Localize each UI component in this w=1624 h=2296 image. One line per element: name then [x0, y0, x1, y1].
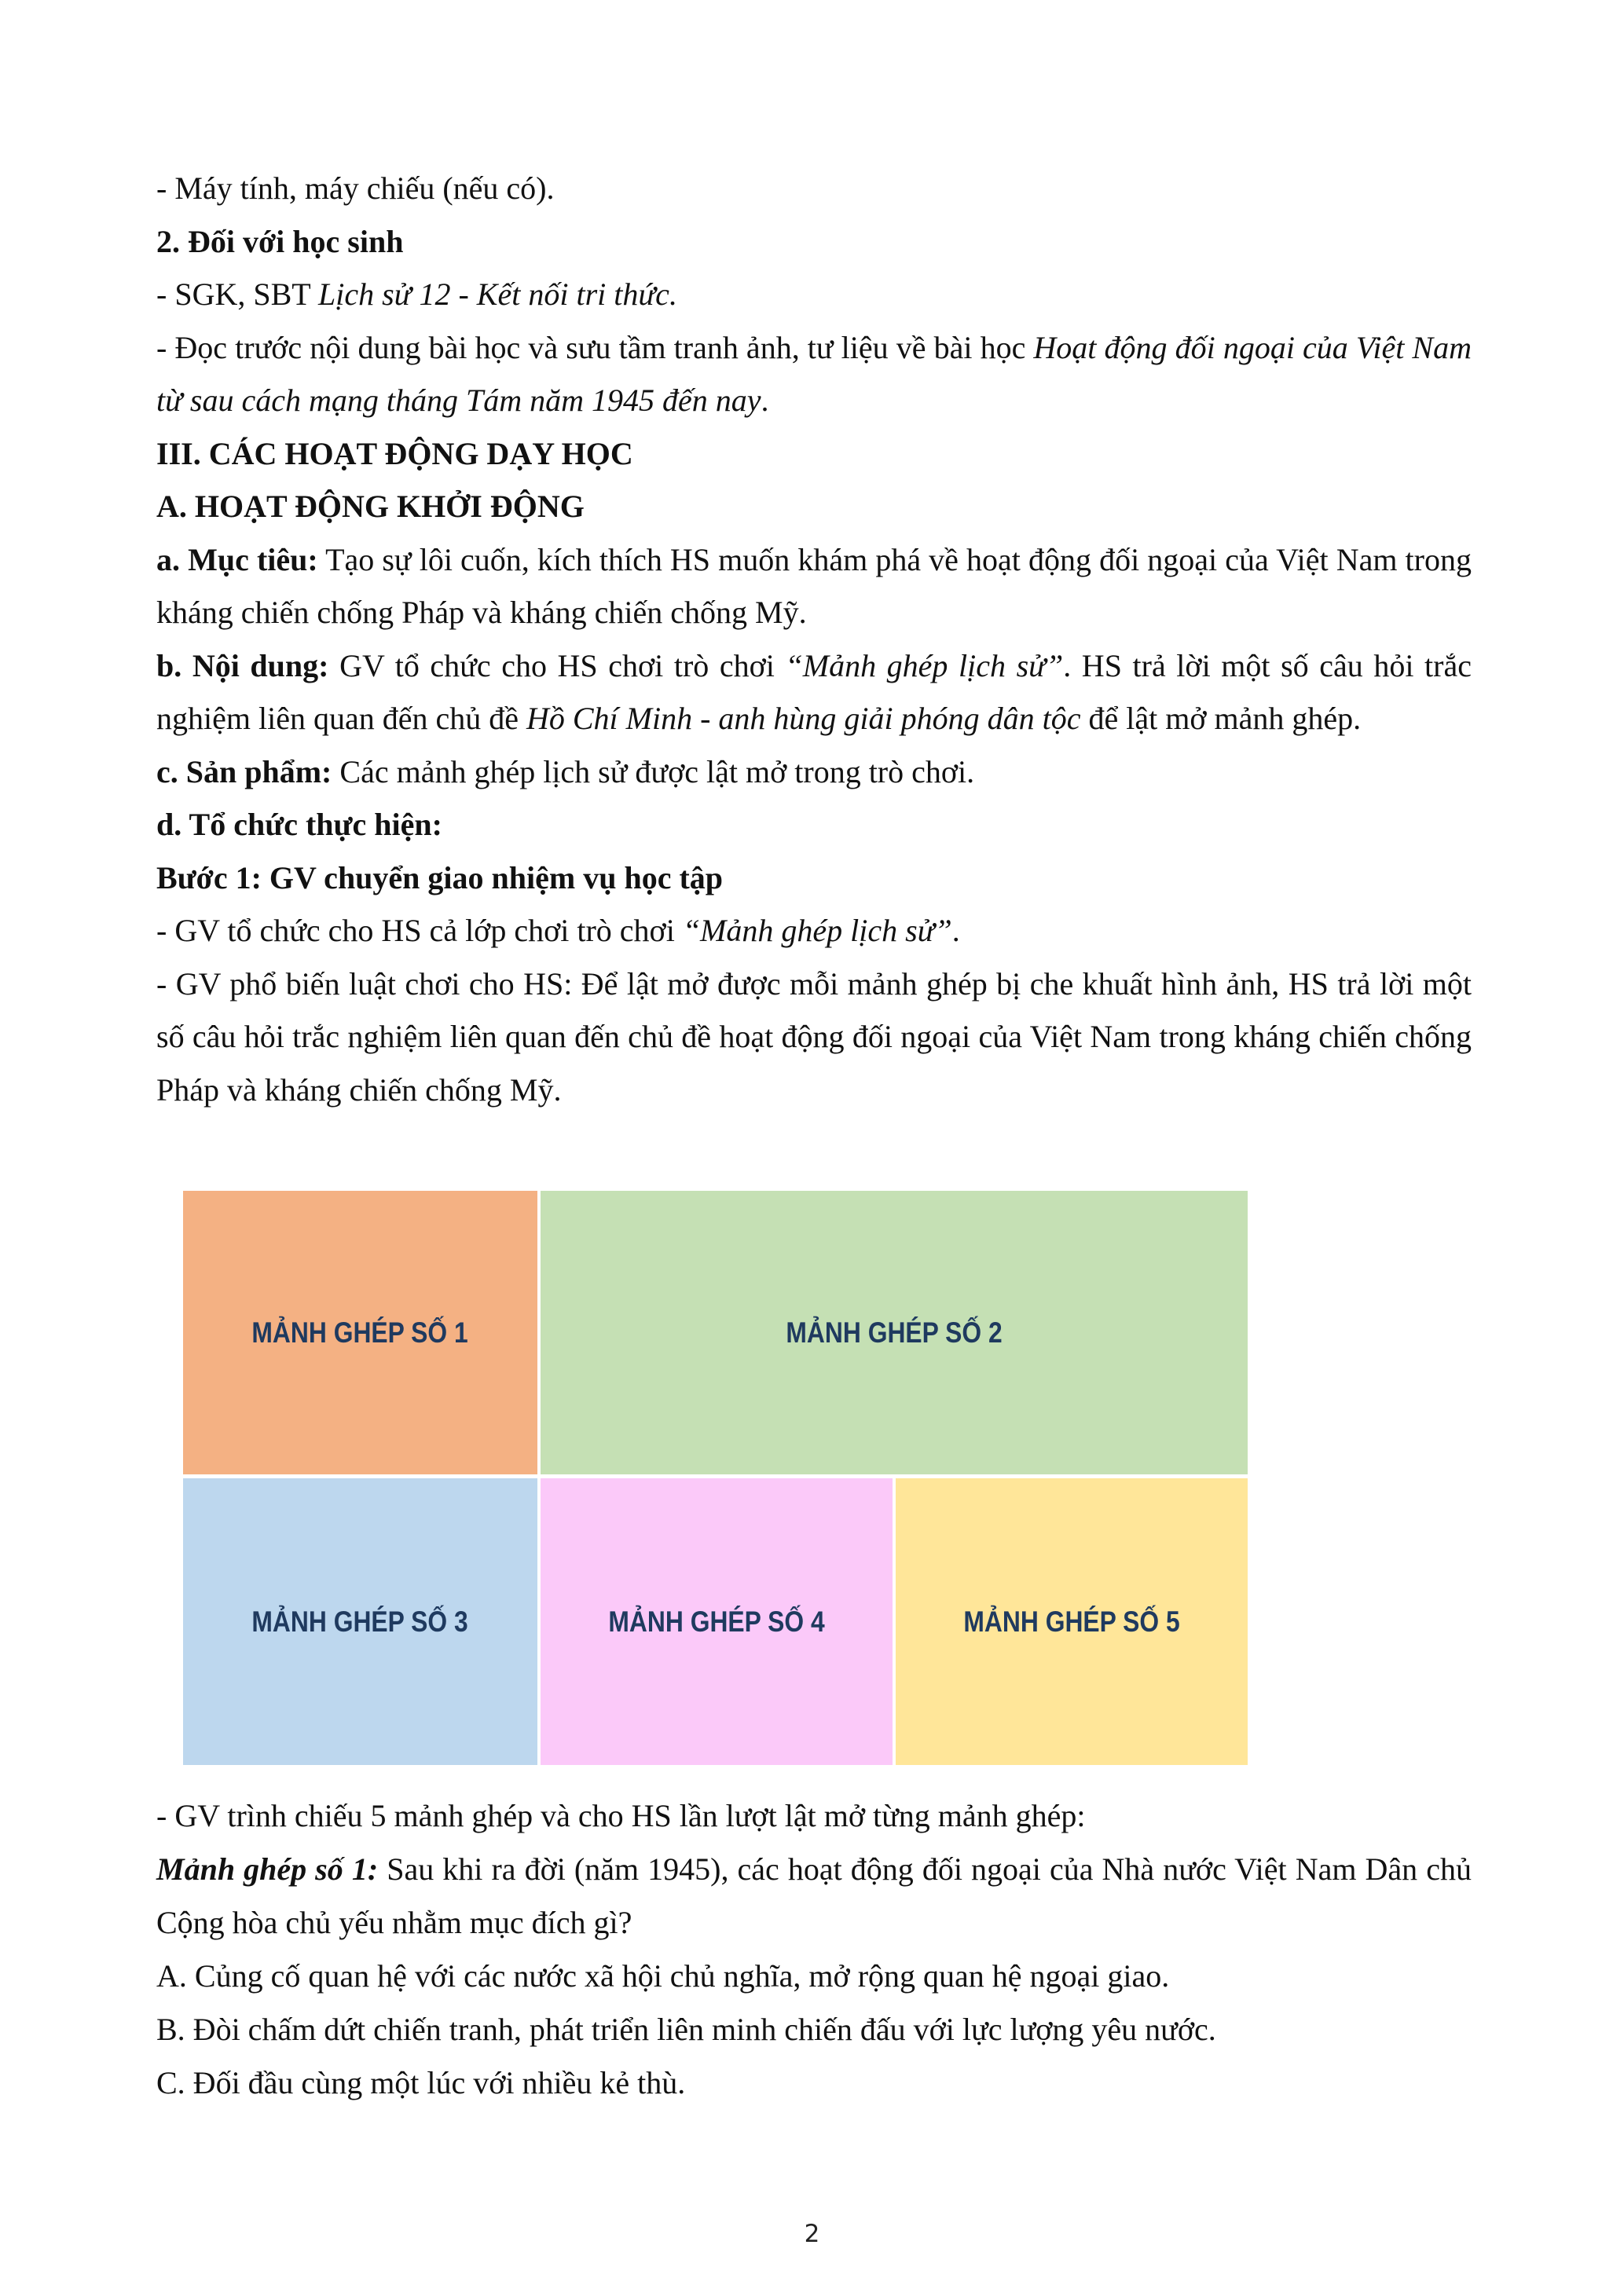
heading-students: 2. Đối với học sinh: [156, 223, 404, 259]
rules-paragraph: - GV phổ biến luật chơi cho HS: Để lật mở được mỗi mảnh ghép bị che khuất hình ảnh, HS trả lời một số câu hỏi trắc nghiệm liên quan đến chủ đề hoạt động đối ngoại của Việt Nam trong kháng chiến chống Pháp và kháng chiến chống Mỹ.: [156, 965, 1472, 1108]
present-line: - GV trình chiếu 5 mảnh ghép và cho HS lần lượt lật mở từng mảnh ghép:: [156, 1798, 1086, 1833]
puzzle-piece-5: MẢNH GHÉP SỐ 5: [896, 1478, 1248, 1765]
step1-line: - GV tổ chức cho HS cả lớp chơi trò chơi “Mảnh ghép lịch sử”.: [156, 913, 960, 948]
devices-line: - Máy tính, máy chiếu (nếu có).: [156, 170, 555, 206]
organization-heading: d. Tổ chức thực hiện:: [156, 807, 442, 842]
document-body-top: [156, 162, 1472, 1116]
puzzle-piece-2: MẢNH GHÉP SỐ 2: [541, 1191, 1248, 1474]
puzzle-piece-3: MẢNH GHÉP SỐ 3: [183, 1478, 537, 1765]
content-paragraph: b. Nội dung: GV tổ chức cho HS chơi trò chơi “Mảnh ghép lịch sử”. HS trả lời một số câu hỏi trắc nghiệm liên quan đến chủ đề Hồ Chí Minh - anh hùng giải phóng dân tộc để lật mở mảnh ghép.: [156, 647, 1472, 736]
product-paragraph: c. Sản phẩm: Các mảnh ghép lịch sử được lật mở trong trò chơi.: [156, 753, 975, 789]
question-1: Mảnh ghép số 1: Sau khi ra đời (năm 1945), các hoạt động đối ngoại của Nhà nước Việt Nam Dân chủ Cộng hòa chủ yếu nhằm mục đích gì?: [156, 1851, 1472, 1940]
page-number: 2: [804, 2220, 820, 2248]
step1-heading: Bước 1: GV chuyển giao nhiệm vụ học tập: [156, 859, 724, 895]
heading-activities: III. CÁC HOẠT ĐỘNG DẠY HỌC: [156, 435, 633, 471]
document-body-bottom: [156, 1789, 1472, 2110]
heading-warmup: A. HOẠT ĐỘNG KHỞI ĐỘNG: [156, 489, 585, 524]
prep-paragraph: - Đọc trước nội dung bài học và sưu tầm tranh ảnh, tư liệu về bài học Hoạt động đối ngoại của Việt Nam từ sau cách mạng tháng Tám năm 1945 đến nay.: [156, 329, 1472, 418]
option-a: A. Củng cố quan hệ với các nước xã hội chủ nghĩa, mở rộng quan hệ ngoại giao.: [156, 1958, 1170, 1994]
puzzle-piece-1: MẢNH GHÉP SỐ 1: [183, 1191, 537, 1474]
option-b: B. Đòi chấm dứt chiến tranh, phát triển liên minh chiến đấu với lực lượng yêu nước.: [156, 2012, 1216, 2047]
books-line: - SGK, SBT Lịch sử 12 - Kết nối tri thức.: [156, 276, 677, 312]
puzzle-piece-4: MẢNH GHÉP SỐ 4: [541, 1478, 893, 1765]
option-c: C. Đối đầu cùng một lúc với nhiều kẻ thù.: [156, 2065, 686, 2100]
puzzle-grid: [183, 1191, 1248, 1765]
goal-paragraph: a. Mục tiêu: Tạo sự lôi cuốn, kích thích HS muốn khám phá về hoạt động đối ngoại của Việt Nam trong kháng chiến chống Pháp và kháng chiến chống Mỹ.: [156, 541, 1472, 630]
